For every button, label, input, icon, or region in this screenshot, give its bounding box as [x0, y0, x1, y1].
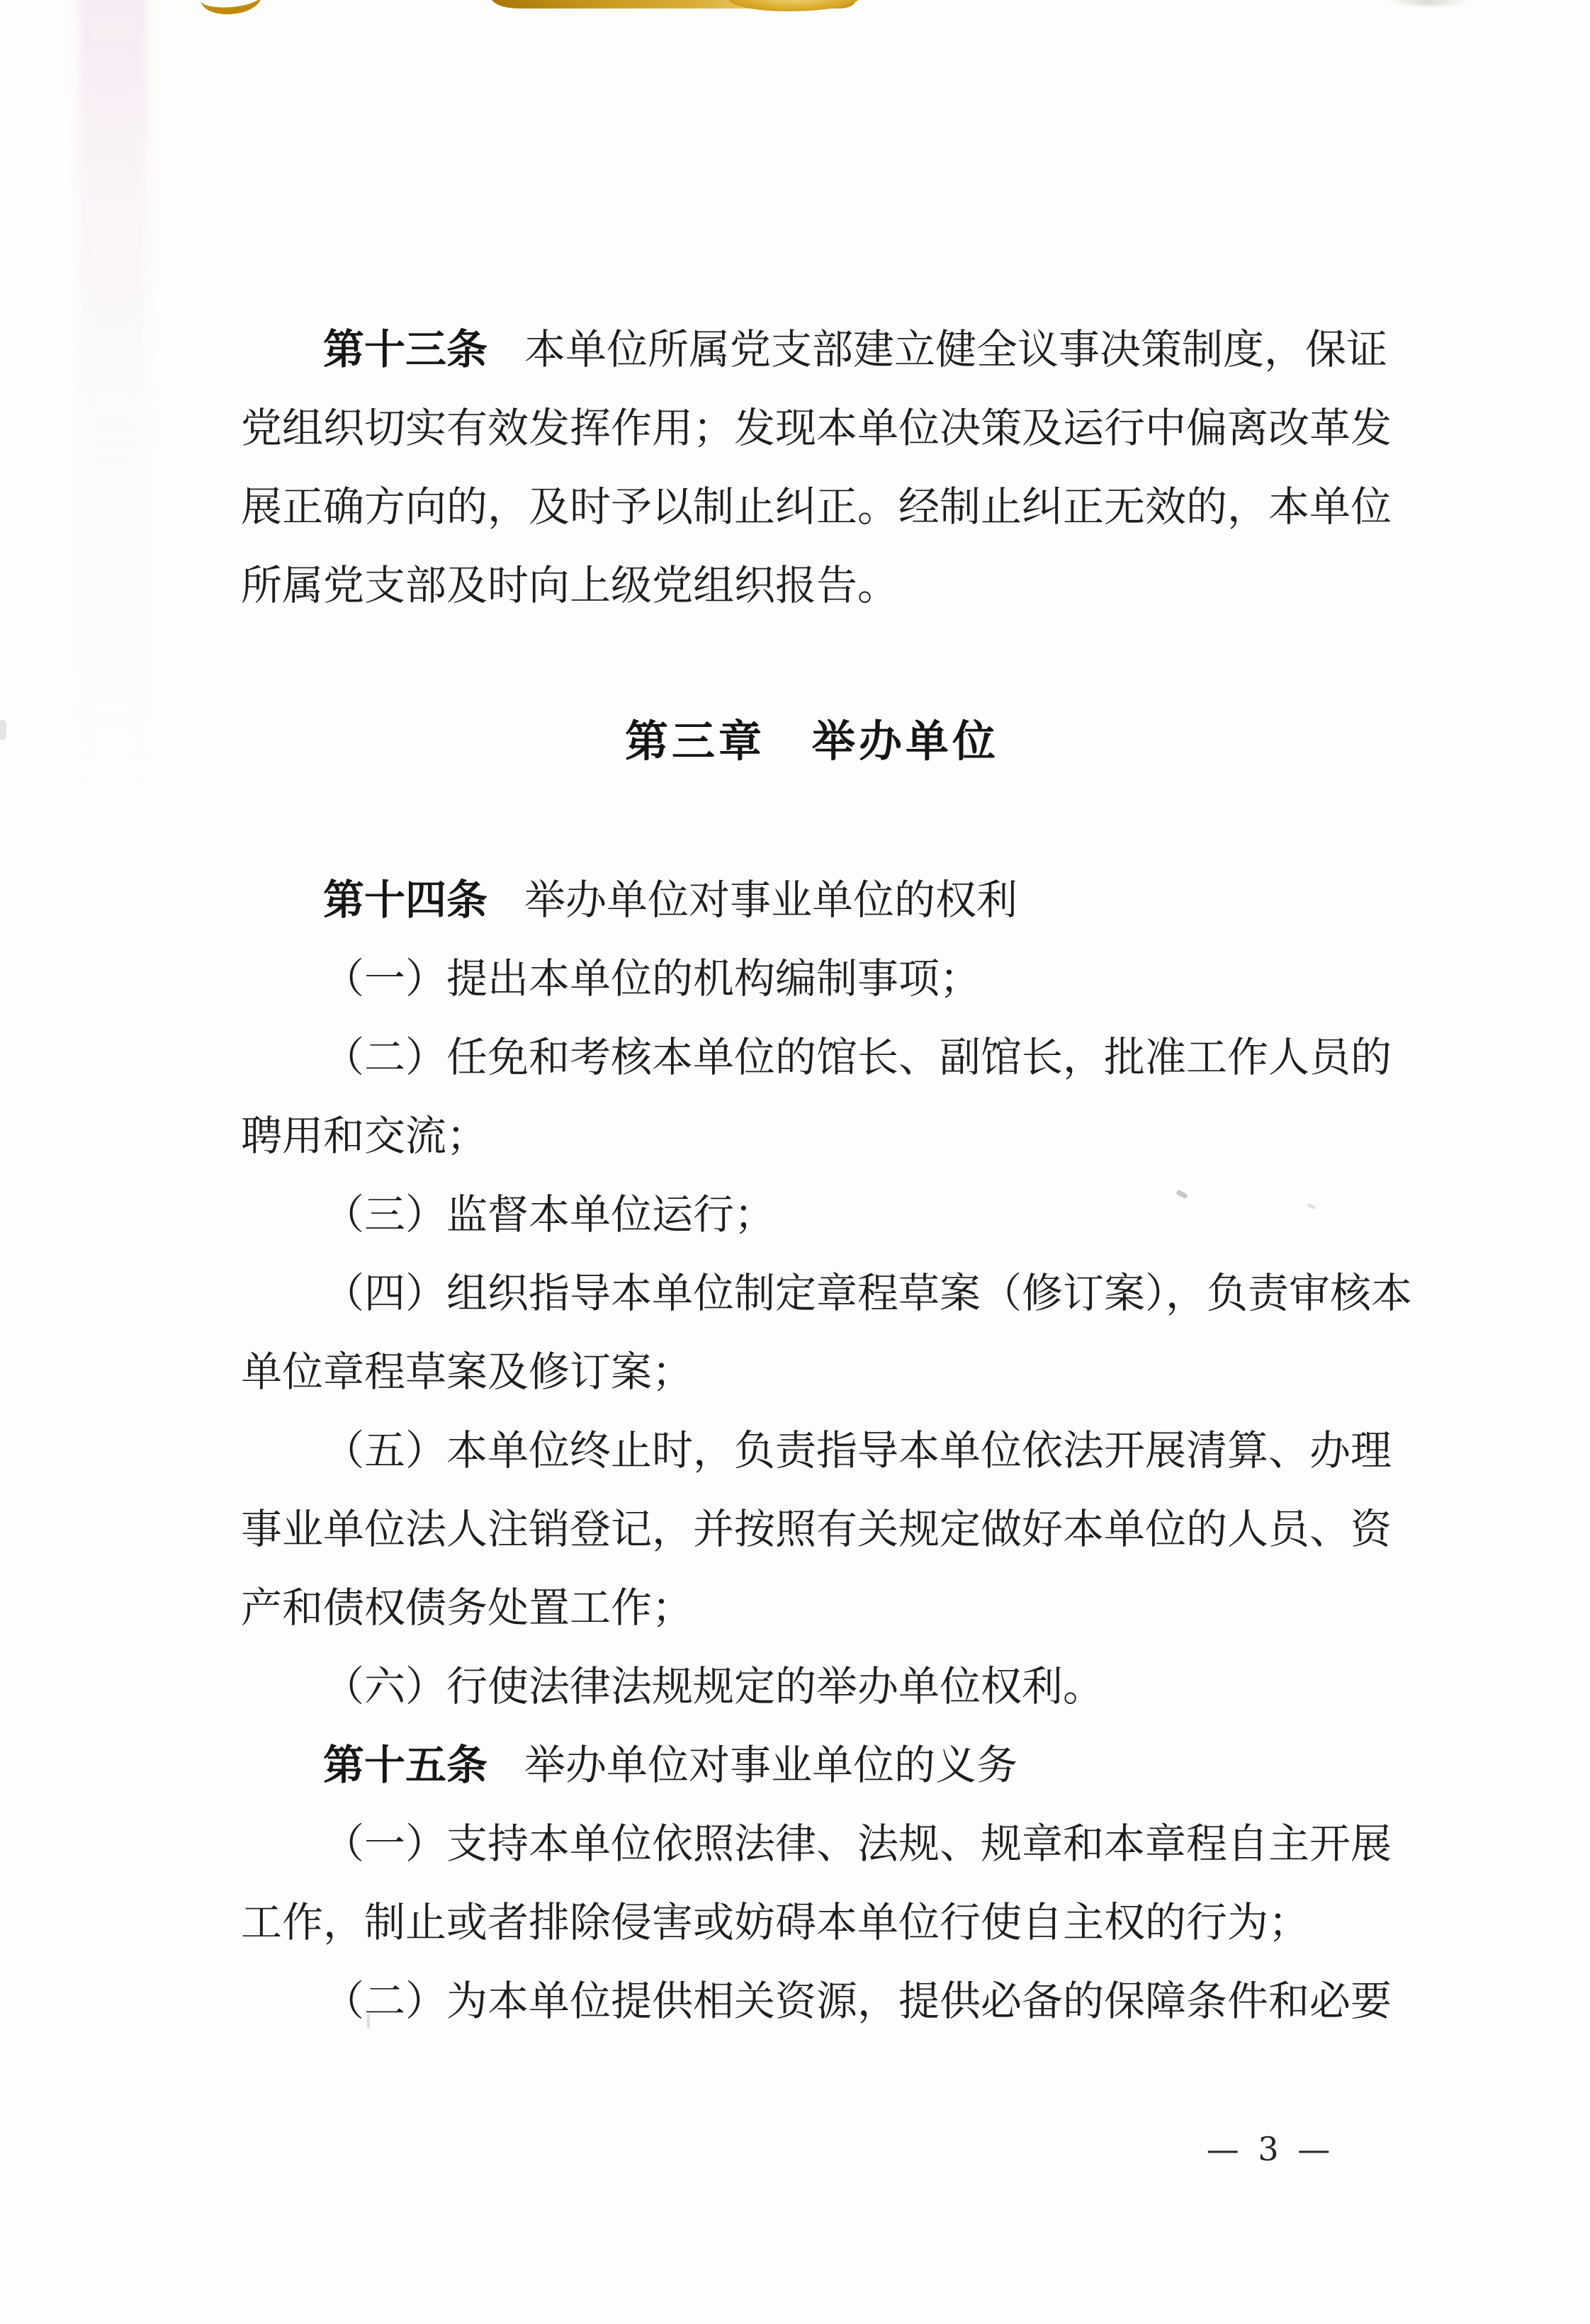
left-edge-notch: [0, 720, 6, 740]
article-14-title: 举办单位对事业单位的权利: [524, 876, 1018, 924]
article-13-text: 党组织切实有效发挥作用；发现本单位决策及运行中偏离改革发: [241, 404, 1392, 452]
article-14-item-1-text: （一）提出本单位的机构编制事项；: [323, 954, 981, 1003]
article-14-item-1-line-1: [241, 954, 1465, 1003]
article-14-item-2-line-2: [241, 1114, 1383, 1159]
article-15-item-1-line-2: [241, 1900, 1383, 1946]
gold-scan-artifact-left: [199, 0, 263, 17]
article-13-text: 所属党支部及时向上级党组织报告。: [241, 561, 899, 609]
article-14-item-4-text: （四）组织指导本单位制定章程草案（修订案），负责审核本: [323, 1269, 1413, 1317]
article-14-item-4-line-1: [241, 1271, 1465, 1316]
article-15-number: 第十五条: [323, 1741, 488, 1789]
article-13-line-1: [241, 327, 1465, 373]
article-14-item-3-line-1: [241, 1192, 1465, 1238]
article-15-item-1-text: 工作，制止或者排除侵害或妨碍本单位行使自主权的行为；: [241, 1898, 1310, 1946]
article-13-number: 第十三条: [323, 325, 488, 373]
gray-scan-wisp: [1385, 0, 1470, 6]
chapter-3-heading: 第三章 举办单位: [624, 716, 999, 767]
article-15-item-1-line-1: [241, 1822, 1465, 1867]
article-14-line-1: [241, 878, 1465, 923]
article-14-item-5-line-2: [241, 1505, 1392, 1553]
article-13-line-2: [241, 404, 1392, 452]
page-number: — 3 —: [1206, 2130, 1335, 2168]
article-15-title: 举办单位对事业单位的义务: [524, 1741, 1018, 1789]
article-14-item-3-text: （三）监督本单位运行；: [323, 1190, 776, 1239]
article-14-item-2-line-1: [241, 1035, 1465, 1081]
article-14-item-5-text: （五）本单位终止时，负责指导本单位依法开展清算、办理: [323, 1426, 1392, 1474]
article-14-item-5-line-1: [241, 1428, 1465, 1474]
article-14-item-6-line-1: [241, 1664, 1465, 1710]
article-13-text: 展正确方向的，及时予以制止纠正。经制止纠正无效的，本单位: [241, 483, 1392, 531]
article-14-item-5-line-3: [241, 1586, 1383, 1631]
article-15-item-2-line-1: [241, 1979, 1465, 2024]
gold-scan-artifact-blob: [728, 0, 859, 11]
article-14-item-5-text: 产和债权债务处置工作；: [241, 1584, 694, 1632]
article-14-item-4-line-2: [241, 1350, 1383, 1395]
article-14-item-4-text: 单位章程草案及修订案；: [241, 1348, 694, 1396]
article-14-item-2-text: 聘用和交流；: [241, 1112, 488, 1160]
pink-scan-streak: [79, 0, 147, 786]
article-15-line-1: [241, 1743, 1465, 1788]
article-13-line-3: [241, 483, 1392, 531]
article-15-item-2-text: （二）为本单位提供相关资源，提供必备的保障条件和必要: [323, 1977, 1392, 2025]
article-14-number: 第十四条: [323, 876, 488, 924]
article-14-item-6-text: （六）行使法律法规规定的举办单位权利。: [323, 1662, 1105, 1710]
article-13-line-4: [241, 563, 1383, 609]
article-13-text: 本单位所属党支部建立健全议事决策制度，保证: [524, 325, 1388, 373]
article-15-item-1-text: （一）支持本单位依照法律、法规、规章和本章程自主开展: [323, 1820, 1392, 1868]
article-14-item-2-text: （二）任免和考核本单位的馆长、副馆长，批准工作人员的: [323, 1033, 1392, 1081]
article-14-item-5-text: 事业单位法人注销登记，并按照有关规定做好本单位的人员、资: [241, 1505, 1392, 1553]
